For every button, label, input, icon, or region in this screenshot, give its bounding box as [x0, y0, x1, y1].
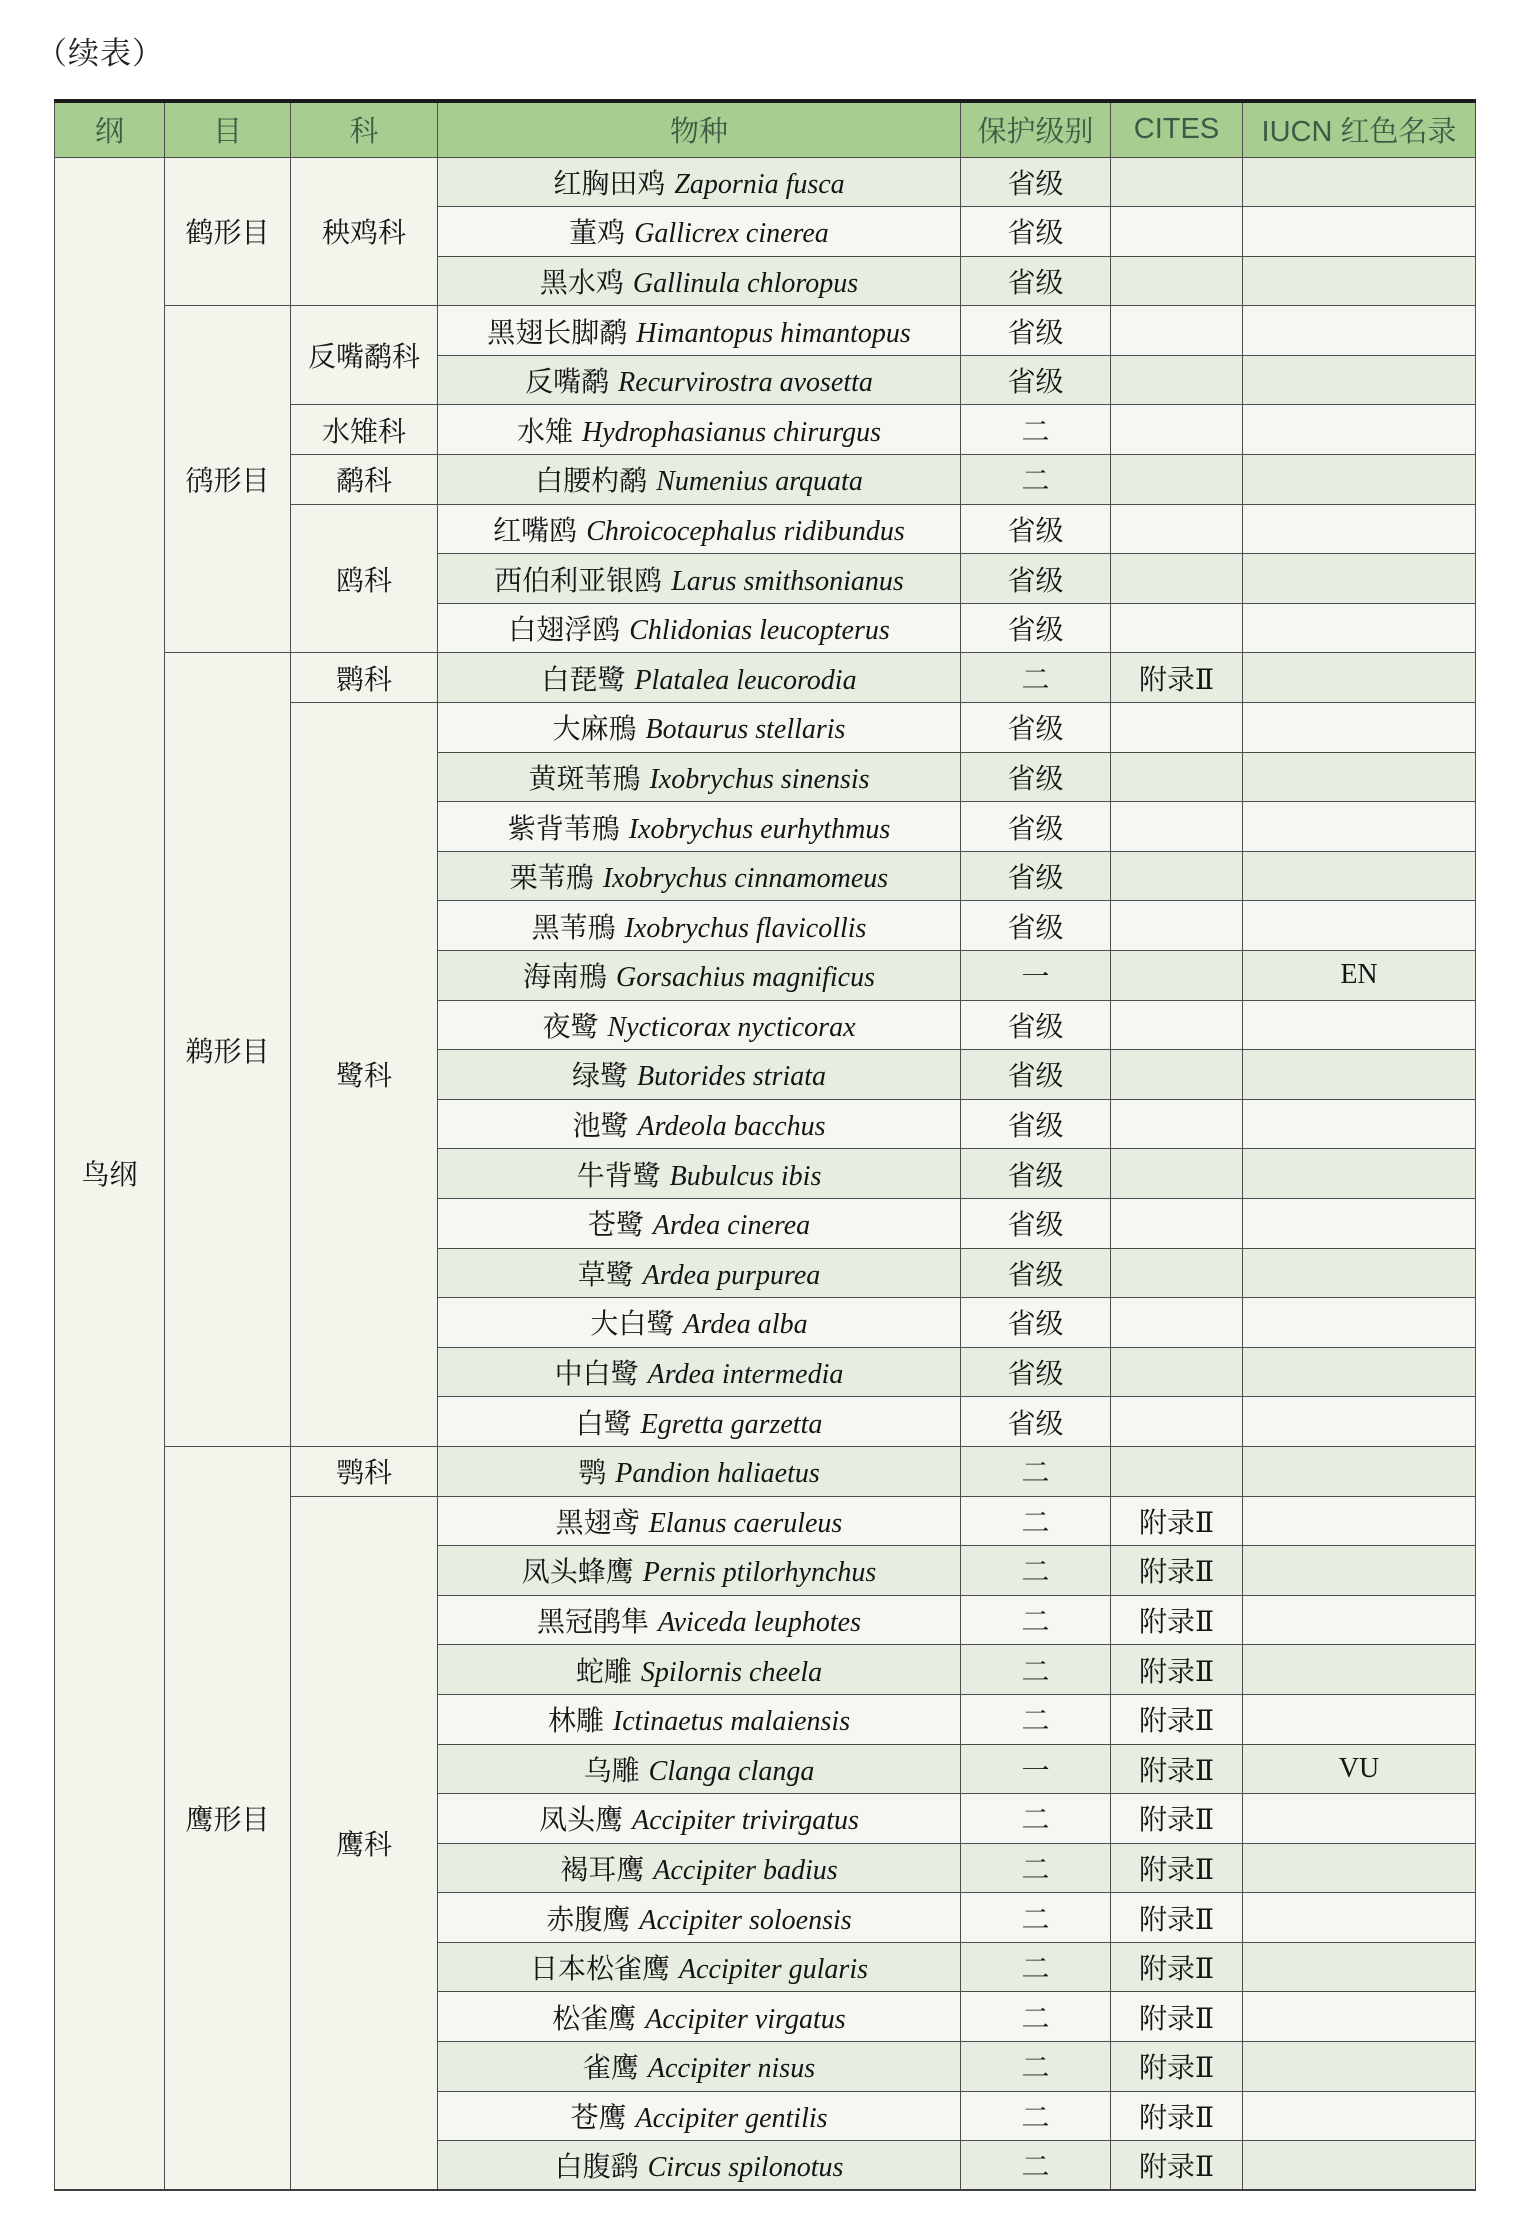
- cites-cell: [1111, 1050, 1243, 1100]
- cites-cell: 附录Ⅱ: [1111, 2042, 1243, 2092]
- species-chinese-name: 西伯利亚银鸥: [494, 565, 663, 597]
- cites-cell: 附录Ⅱ: [1111, 1496, 1243, 1546]
- species-latin-name: Accipiter virgatus: [645, 2003, 846, 2035]
- protection-level-cell: 二: [961, 1446, 1111, 1496]
- species-cell: [438, 802, 961, 852]
- cites-cell: 附录Ⅱ: [1111, 1893, 1243, 1943]
- species-latin-name: Aviceda leuphotes: [658, 1607, 861, 1639]
- species-latin-name: Ardea purpurea: [642, 1259, 821, 1291]
- species-chinese-name: 牛背鹭: [576, 1160, 661, 1192]
- species-cell: [438, 1347, 961, 1397]
- protection-level-cell: 二: [961, 1694, 1111, 1744]
- order-cell: 鹰形目: [165, 1446, 291, 2190]
- protection-level-cell: 二: [961, 653, 1111, 703]
- species-cell: [438, 1546, 961, 1596]
- family-cell: 反嘴鹬科: [291, 306, 438, 405]
- iucn-cell: [1243, 355, 1476, 405]
- species-cell: [438, 1298, 961, 1348]
- cites-cell: [1111, 256, 1243, 306]
- species-latin-name: Larus smithsonianus: [671, 565, 904, 597]
- species-chinese-name: 白琵鹭: [541, 664, 626, 696]
- protection-level-cell: 二: [961, 1496, 1111, 1546]
- iucn-cell: [1243, 1397, 1476, 1447]
- cites-cell: [1111, 802, 1243, 852]
- species-latin-name: Ardeola bacchus: [637, 1111, 826, 1143]
- cites-cell: 附录Ⅱ: [1111, 2091, 1243, 2141]
- cites-cell: [1111, 455, 1243, 505]
- protection-level-cell: 二: [961, 455, 1111, 505]
- species-chinese-name: 大白鹭: [590, 1309, 675, 1341]
- iucn-cell: [1243, 1149, 1476, 1199]
- protection-level-cell: 省级: [961, 1099, 1111, 1149]
- protection-level-cell: 二: [961, 1893, 1111, 1943]
- protection-level-cell: 二: [961, 1595, 1111, 1645]
- protection-level-cell: 省级: [961, 554, 1111, 604]
- continued-table-label: （续表）: [36, 36, 164, 71]
- iucn-cell: [1243, 405, 1476, 455]
- protection-level-cell: 省级: [961, 1397, 1111, 1447]
- cites-cell: [1111, 1347, 1243, 1397]
- species-chinese-name: 海南鳽: [522, 962, 607, 994]
- species-latin-name: Accipiter nisus: [647, 2053, 816, 2085]
- cites-cell: 附录Ⅱ: [1111, 1645, 1243, 1695]
- protection-level-cell: 省级: [961, 851, 1111, 901]
- family-cell: 鹗科: [291, 1446, 438, 1496]
- species-cell: [438, 752, 961, 802]
- iucn-cell: [1243, 1050, 1476, 1100]
- cites-cell: 附录Ⅱ: [1111, 1794, 1243, 1844]
- protection-level-cell: 省级: [961, 1347, 1111, 1397]
- protection-level-cell: 省级: [961, 1248, 1111, 1298]
- species-chinese-name: 水雉: [517, 416, 574, 448]
- cites-cell: [1111, 1248, 1243, 1298]
- header-cell-order: 目: [165, 101, 291, 157]
- iucn-cell: [1243, 703, 1476, 753]
- cites-cell: [1111, 1397, 1243, 1447]
- table-row: [55, 1446, 1476, 1496]
- iucn-cell: [1243, 1794, 1476, 1844]
- protection-level-cell: 二: [961, 1546, 1111, 1596]
- protection-level-cell: 省级: [961, 1050, 1111, 1100]
- iucn-cell: [1243, 1198, 1476, 1248]
- protection-level-cell: 二: [961, 2042, 1111, 2092]
- family-cell: 鹰科: [291, 1496, 438, 2190]
- species-cell: [438, 306, 961, 356]
- species-chinese-name: 栗苇鳽: [509, 863, 594, 895]
- species-cell: [438, 2091, 961, 2141]
- species-chinese-name: 大麻鳽: [552, 714, 637, 746]
- family-cell: 鸥科: [291, 504, 438, 653]
- header-cell-species: 物种: [438, 101, 961, 157]
- species-cell: [438, 1893, 961, 1943]
- iucn-cell: [1243, 1694, 1476, 1744]
- species-cell: [438, 1198, 961, 1248]
- header-cell-family: 科: [291, 101, 438, 157]
- species-latin-name: Numenius arquata: [656, 466, 863, 498]
- species-latin-name: Chroicocephalus ridibundus: [586, 515, 905, 547]
- species-cell: [438, 256, 961, 306]
- header-cell-class: 纲: [55, 101, 165, 157]
- iucn-cell: [1243, 2141, 1476, 2191]
- family-cell: 鹭科: [291, 703, 438, 1447]
- iucn-cell: [1243, 1446, 1476, 1496]
- protection-level-cell: 二: [961, 2091, 1111, 2141]
- header-row: [55, 101, 1476, 157]
- species-latin-name: Zapornia fusca: [674, 168, 845, 200]
- species-latin-name: Ixobrychus sinensis: [649, 763, 870, 795]
- protection-level-cell: 省级: [961, 207, 1111, 257]
- species-latin-name: Ardea intermedia: [647, 1359, 844, 1391]
- species-latin-name: Ardea cinerea: [652, 1210, 811, 1242]
- species-latin-name: Chlidonias leucopterus: [629, 615, 890, 647]
- species-latin-name: Accipiter trivirgatus: [632, 1805, 859, 1837]
- species-latin-name: Platalea leucorodia: [634, 664, 857, 696]
- species-chinese-name: 黑翅鸢: [555, 1507, 640, 1539]
- cites-cell: [1111, 1149, 1243, 1199]
- species-latin-name: Pernis ptilorhynchus: [642, 1557, 877, 1589]
- iucn-cell: [1243, 157, 1476, 207]
- cites-cell: [1111, 1000, 1243, 1050]
- cites-cell: 附录Ⅱ: [1111, 1694, 1243, 1744]
- species-cell: [438, 1942, 961, 1992]
- protection-level-cell: 二: [961, 1942, 1111, 1992]
- species-cell: [438, 1248, 961, 1298]
- iucn-cell: [1243, 504, 1476, 554]
- iucn-cell: [1243, 1347, 1476, 1397]
- cites-cell: [1111, 603, 1243, 653]
- species-cell: [438, 554, 961, 604]
- order-cell: 鸻形目: [165, 306, 291, 653]
- species-chinese-name: 池鹭: [572, 1111, 629, 1143]
- family-cell: 秧鸡科: [291, 157, 438, 306]
- header-cell-cites: CITES: [1111, 101, 1243, 157]
- iucn-cell: [1243, 1992, 1476, 2042]
- species-chinese-name: 蛇雕: [575, 1656, 632, 1688]
- protection-level-cell: 省级: [961, 504, 1111, 554]
- species-chinese-name: 红嘴鸥: [493, 515, 578, 547]
- species-cell: [438, 455, 961, 505]
- species-chinese-name: 白翅浮鸥: [508, 615, 621, 647]
- iucn-cell: [1243, 851, 1476, 901]
- protection-level-cell: 省级: [961, 901, 1111, 951]
- species-latin-name: Gallicrex cinerea: [634, 218, 829, 250]
- species-chinese-name: 苍鹭: [587, 1210, 644, 1242]
- iucn-cell: [1243, 752, 1476, 802]
- species-cell: [438, 1099, 961, 1149]
- species-cell: [438, 1050, 961, 1100]
- cites-cell: 附录Ⅱ: [1111, 1744, 1243, 1794]
- species-chinese-name: 白腹鹞: [554, 2152, 639, 2184]
- species-cell: [438, 2141, 961, 2191]
- protection-level-cell: 省级: [961, 1198, 1111, 1248]
- species-latin-name: Gorsachius magnificus: [616, 962, 875, 994]
- species-chinese-name: 雀鹰: [582, 2053, 639, 2085]
- iucn-cell: [1243, 455, 1476, 505]
- species-cell: [438, 2042, 961, 2092]
- header-cell-iucn: IUCN 红色名录: [1243, 101, 1476, 157]
- iucn-cell: [1243, 1000, 1476, 1050]
- cites-cell: [1111, 405, 1243, 455]
- species-latin-name: Accipiter badius: [653, 1854, 838, 1886]
- cites-cell: [1111, 1298, 1243, 1348]
- species-cell: [438, 1843, 961, 1893]
- cites-cell: 附录Ⅱ: [1111, 1546, 1243, 1596]
- species-chinese-name: 紫背苇鳽: [507, 813, 620, 845]
- order-cell: 鹈形目: [165, 653, 291, 1447]
- protection-level-cell: 二: [961, 1794, 1111, 1844]
- species-latin-name: Pandion haliaetus: [615, 1458, 820, 1490]
- species-cell: [438, 1000, 961, 1050]
- iucn-cell: [1243, 256, 1476, 306]
- cites-cell: 附录Ⅱ: [1111, 1595, 1243, 1645]
- protection-level-cell: 二: [961, 1645, 1111, 1695]
- cites-cell: [1111, 851, 1243, 901]
- iucn-cell: [1243, 653, 1476, 703]
- iucn-cell: [1243, 207, 1476, 257]
- iucn-cell: [1243, 1942, 1476, 1992]
- iucn-cell: [1243, 2091, 1476, 2141]
- iucn-cell: [1243, 1496, 1476, 1546]
- iucn-cell: [1243, 1099, 1476, 1149]
- iucn-cell: [1243, 603, 1476, 653]
- class-cell: 鸟纲: [55, 157, 165, 2190]
- protection-level-cell: 二: [961, 1992, 1111, 2042]
- cites-cell: 附录Ⅱ: [1111, 1942, 1243, 1992]
- species-latin-name: Butorides striata: [637, 1061, 827, 1093]
- table-row: [55, 157, 1476, 207]
- species-cell: [438, 355, 961, 405]
- species-latin-name: Elanus caeruleus: [648, 1507, 843, 1539]
- species-latin-name: Ixobrychus flavicollis: [624, 912, 867, 944]
- species-cell: [438, 1397, 961, 1447]
- table-body: [55, 157, 1476, 2190]
- species-chinese-name: 黄斑苇鳽: [528, 763, 641, 795]
- species-latin-name: Gallinula chloropus: [632, 267, 859, 299]
- species-cell: [438, 1149, 961, 1199]
- species-chinese-name: 黑翅长脚鹬: [487, 317, 628, 349]
- protection-level-cell: 省级: [961, 256, 1111, 306]
- species-cell: [438, 1645, 961, 1695]
- protection-level-cell: 一: [961, 951, 1111, 1001]
- species-chinese-name: 凤头蜂鹰: [521, 1557, 634, 1589]
- protection-level-cell: 省级: [961, 1149, 1111, 1199]
- protection-level-cell: 省级: [961, 802, 1111, 852]
- species-cell: [438, 901, 961, 951]
- species-cell: [438, 1794, 961, 1844]
- species-chinese-name: 黑冠鹃隼: [537, 1607, 650, 1639]
- cites-cell: [1111, 207, 1243, 257]
- cites-cell: [1111, 752, 1243, 802]
- species-chinese-name: 董鸡: [569, 218, 626, 250]
- protection-level-cell: 二: [961, 405, 1111, 455]
- order-cell: 鹤形目: [165, 157, 291, 306]
- species-cell: [438, 603, 961, 653]
- cites-cell: 附录Ⅱ: [1111, 1992, 1243, 2042]
- species-latin-name: Ardea alba: [683, 1309, 808, 1341]
- species-cell: [438, 1694, 961, 1744]
- protection-level-cell: 省级: [961, 603, 1111, 653]
- protection-level-cell: 省级: [961, 1000, 1111, 1050]
- protection-level-cell: 二: [961, 2141, 1111, 2191]
- species-latin-name: Botaurus stellaris: [645, 714, 846, 746]
- species-chinese-name: 黑水鸡: [539, 267, 624, 299]
- species-cell: [438, 504, 961, 554]
- species-table-wrapper: [54, 99, 1476, 2191]
- protection-level-cell: 二: [961, 1843, 1111, 1893]
- species-latin-name: Accipiter soloensis: [639, 1904, 852, 1936]
- species-latin-name: Clanga clanga: [648, 1755, 815, 1787]
- cites-cell: [1111, 306, 1243, 356]
- protection-level-cell: 省级: [961, 703, 1111, 753]
- iucn-cell: [1243, 306, 1476, 356]
- family-cell: 水雉科: [291, 405, 438, 455]
- cites-cell: [1111, 951, 1243, 1001]
- iucn-cell: [1243, 1645, 1476, 1695]
- protection-level-cell: 省级: [961, 752, 1111, 802]
- species-cell: [438, 1744, 961, 1794]
- species-chinese-name: 林雕: [547, 1706, 604, 1738]
- species-cell: [438, 157, 961, 207]
- species-cell: [438, 851, 961, 901]
- species-latin-name: Ixobrychus cinnamomeus: [602, 863, 889, 895]
- species-latin-name: Ictinaetus malaiensis: [612, 1706, 851, 1738]
- species-latin-name: Himantopus himantopus: [636, 317, 911, 349]
- cites-cell: [1111, 703, 1243, 753]
- species-chinese-name: 凤头鹰: [539, 1805, 624, 1837]
- header-cell-protection-level: 保护级别: [961, 101, 1111, 157]
- cites-cell: [1111, 157, 1243, 207]
- species-cell: [438, 207, 961, 257]
- cites-cell: [1111, 1198, 1243, 1248]
- cites-cell: 附录Ⅱ: [1111, 1843, 1243, 1893]
- iucn-cell: [1243, 1546, 1476, 1596]
- species-latin-name: Nycticorax nycticorax: [607, 1011, 856, 1043]
- protection-level-cell: 省级: [961, 355, 1111, 405]
- iucn-cell: [1243, 1843, 1476, 1893]
- species-chinese-name: 夜鹭: [542, 1011, 599, 1043]
- species-chinese-name: 松雀鹰: [552, 2003, 637, 2035]
- cites-cell: 附录Ⅱ: [1111, 2141, 1243, 2191]
- species-cell: [438, 653, 961, 703]
- species-cell: [438, 703, 961, 753]
- protection-level-cell: 省级: [961, 306, 1111, 356]
- iucn-cell: [1243, 1298, 1476, 1348]
- species-latin-name: Spilornis cheela: [640, 1656, 823, 1688]
- iucn-cell: [1243, 554, 1476, 604]
- cites-cell: 附录Ⅱ: [1111, 653, 1243, 703]
- iucn-cell: [1243, 1248, 1476, 1298]
- protection-level-cell: 省级: [961, 157, 1111, 207]
- species-cell: [438, 1446, 961, 1496]
- species-latin-name: Recurvirostra avosetta: [618, 367, 873, 399]
- species-chinese-name: 白鹭: [575, 1408, 632, 1440]
- iucn-cell: [1243, 901, 1476, 951]
- iucn-cell: [1243, 1893, 1476, 1943]
- table-row: [55, 306, 1476, 356]
- species-chinese-name: 白腰杓鹬: [535, 466, 648, 498]
- iucn-cell: VU: [1243, 1744, 1476, 1794]
- species-chinese-name: 黑苇鳽: [531, 912, 616, 944]
- cites-cell: [1111, 355, 1243, 405]
- species-chinese-name: 反嘴鹬: [525, 367, 610, 399]
- cites-cell: [1111, 1446, 1243, 1496]
- species-cell: [438, 951, 961, 1001]
- cites-cell: [1111, 504, 1243, 554]
- iucn-cell: EN: [1243, 951, 1476, 1001]
- cites-cell: [1111, 554, 1243, 604]
- species-chinese-name: 红胸田鸡: [553, 168, 666, 200]
- species-latin-name: Bubulcus ibis: [669, 1160, 822, 1192]
- species-chinese-name: 乌雕: [583, 1755, 640, 1787]
- iucn-cell: [1243, 802, 1476, 852]
- species-latin-name: Hydrophasianus chirurgus: [582, 416, 881, 448]
- species-chinese-name: 赤腹鹰: [546, 1904, 631, 1936]
- species-latin-name: Egretta garzetta: [640, 1408, 823, 1440]
- species-cell: [438, 405, 961, 455]
- species-latin-name: Accipiter gularis: [679, 1954, 868, 1986]
- species-table: [54, 99, 1476, 2191]
- species-chinese-name: 中白鹭: [554, 1359, 639, 1391]
- species-latin-name: Accipiter gentilis: [635, 2102, 828, 2134]
- family-cell: 鹮科: [291, 653, 438, 703]
- species-latin-name: Circus spilonotus: [647, 2152, 844, 2184]
- species-cell: [438, 1496, 961, 1546]
- cites-cell: [1111, 901, 1243, 951]
- species-chinese-name: 日本松雀鹰: [530, 1954, 671, 1986]
- family-cell: 鹬科: [291, 455, 438, 505]
- species-chinese-name: 鹗: [578, 1458, 607, 1490]
- protection-level-cell: 省级: [961, 1298, 1111, 1348]
- species-cell: [438, 1595, 961, 1645]
- cites-cell: [1111, 1099, 1243, 1149]
- protection-level-cell: 一: [961, 1744, 1111, 1794]
- table-row: [55, 653, 1476, 703]
- species-chinese-name: 褐耳鹰: [560, 1854, 645, 1886]
- species-latin-name: Ixobrychus eurhythmus: [628, 813, 891, 845]
- iucn-cell: [1243, 2042, 1476, 2092]
- species-cell: [438, 1992, 961, 2042]
- species-chinese-name: 绿鹭: [571, 1061, 628, 1093]
- species-chinese-name: 草鹭: [577, 1259, 634, 1291]
- species-chinese-name: 苍鹰: [570, 2102, 627, 2134]
- iucn-cell: [1243, 1595, 1476, 1645]
